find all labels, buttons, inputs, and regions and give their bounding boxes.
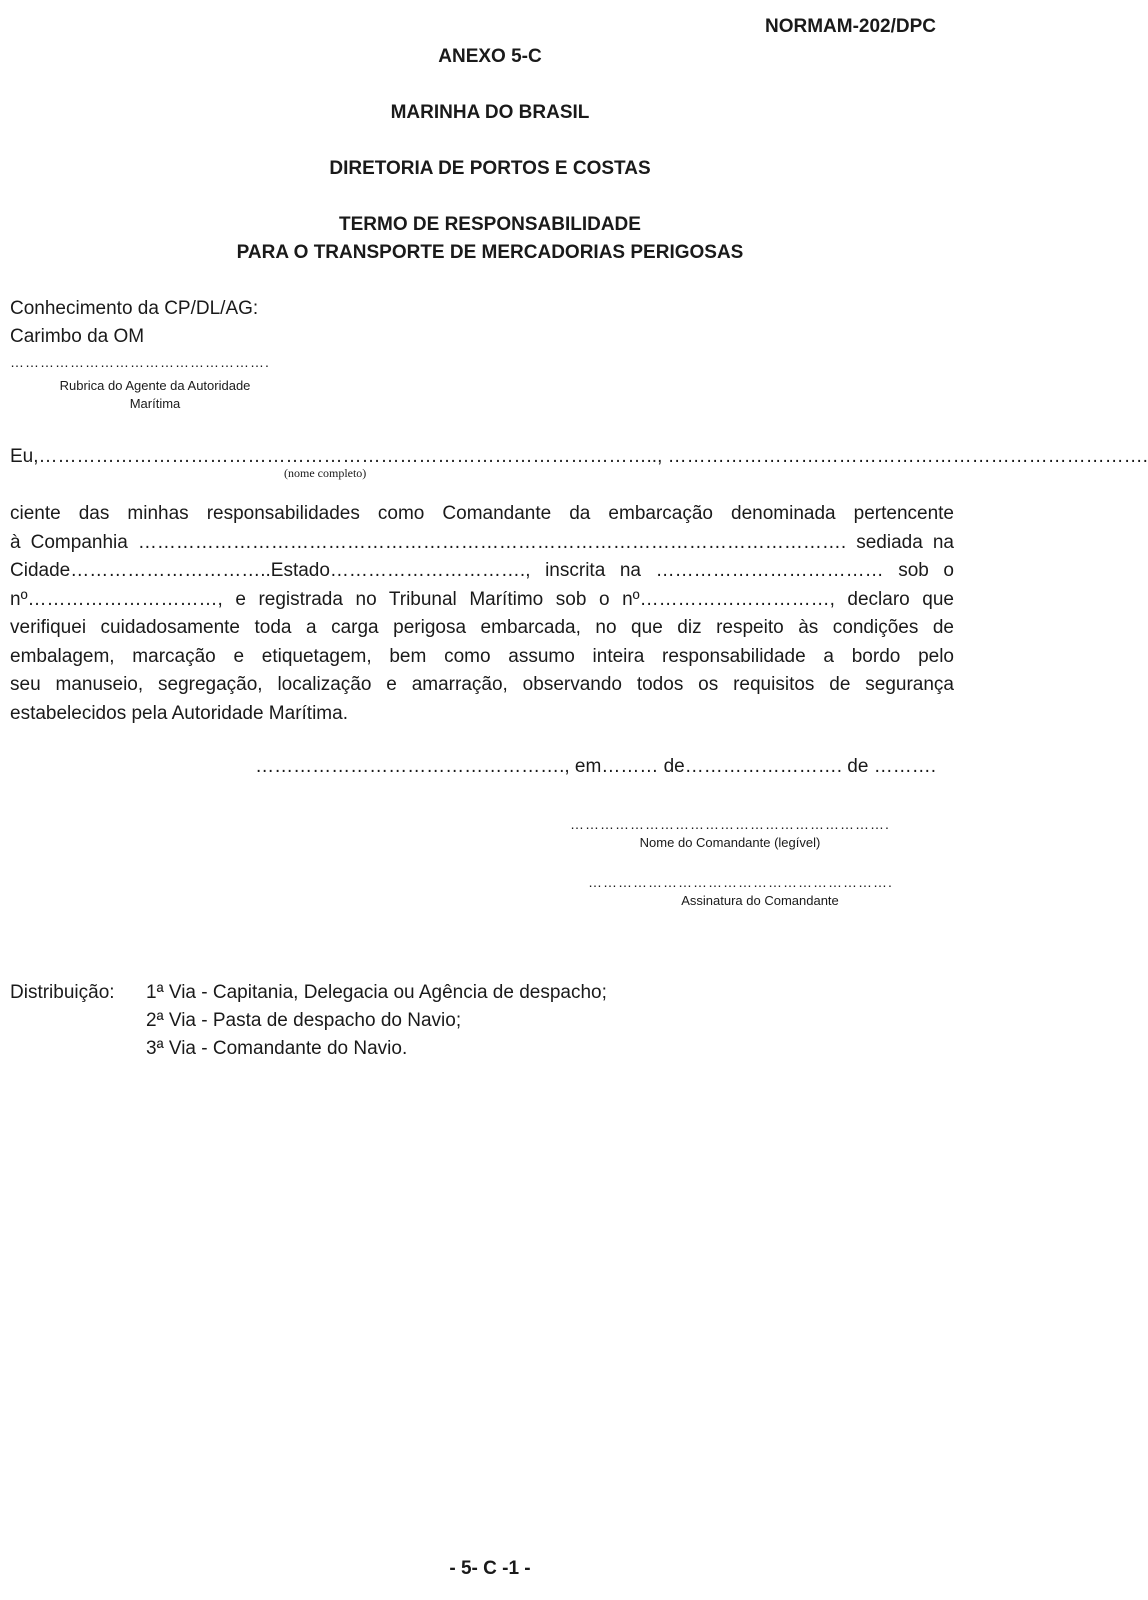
stamp-caption-line1: Rubrica do Agente da Autoridade (59, 378, 251, 393)
declaration-line: seu manuseio, segregação, localização e amarração, observando todos os requisitos de segurança (10, 674, 954, 695)
document-code: NORMAM-202/DPC (764, 16, 936, 37)
declaration-line: verifiquei cuidadosamente toda a carga perigosa embarcada, no que diz respeito às condições de (10, 617, 954, 638)
commander-signature-caption: Assinatura do Comandante (681, 893, 839, 908)
form-title-line2: PARA O TRANSPORTE DE MERCADORIAS PERIGOSAS (236, 242, 744, 263)
distribution-item: 3ª Via - Comandante do Navio. (146, 1038, 408, 1059)
place-date-line: …………………………………………., em……… de……………………. de ………. (255, 756, 936, 777)
page-number: - 5- C -1 - (449, 1558, 531, 1579)
stamp-caption-line2: Marítima (129, 396, 181, 411)
name-fill-line: Eu,…………………………………………………………………………………….., …………………………………………………………………. (10, 446, 1148, 467)
declaration-line: à Companhia …………………………………………………………………………………………………. sediada na (10, 531, 954, 553)
commander-name-caption: Nome do Comandante (legível) (639, 835, 821, 850)
commander-signature-dots: ……………………………………………………. (588, 874, 893, 890)
distribution-item: 2ª Via - Pasta de despacho do Navio; (146, 1010, 462, 1031)
organization-title: MARINHA DO BRASIL (390, 102, 590, 123)
acknowledgement-label: Conhecimento da CP/DL/AG: (10, 298, 259, 319)
declaration-line: nº…………………………, e registrada no Tribunal Marítimo sob o nº…………………………, declaro que (10, 588, 954, 610)
directorate-title: DIRETORIA DE PORTOS E COSTAS (329, 158, 651, 179)
declaration-line: Cidade…………………………..Estado…………………………., inscrita na ……………………………… sob o (10, 560, 954, 581)
distribution-label: Distribuição: (10, 982, 115, 1003)
distribution-item: 1ª Via - Capitania, Delegacia ou Agência de despacho; (146, 982, 607, 1003)
commander-name-dots: ………………………………………………………. (570, 816, 890, 832)
name-fill-caption: (nome completo) (284, 466, 367, 480)
declaration-line: estabelecidos pela Autoridade Marítima. (10, 702, 348, 724)
annex-title: ANEXO 5-C (438, 46, 542, 67)
form-title-line1: TERMO DE RESPONSABILIDADE (339, 214, 641, 235)
stamp-signature-dots: ……………………………………………. (10, 354, 270, 370)
declaration-line: ciente das minhas responsabilidades como Comandante da embarcação denominada pertencente (10, 503, 954, 524)
declaration-paragraph (10, 500, 954, 728)
stamp-label: Carimbo da OM (10, 326, 145, 347)
declaration-line: embalagem, marcação e etiquetagem, bem como assumo inteira responsabilidade a bordo pelo (10, 645, 954, 667)
